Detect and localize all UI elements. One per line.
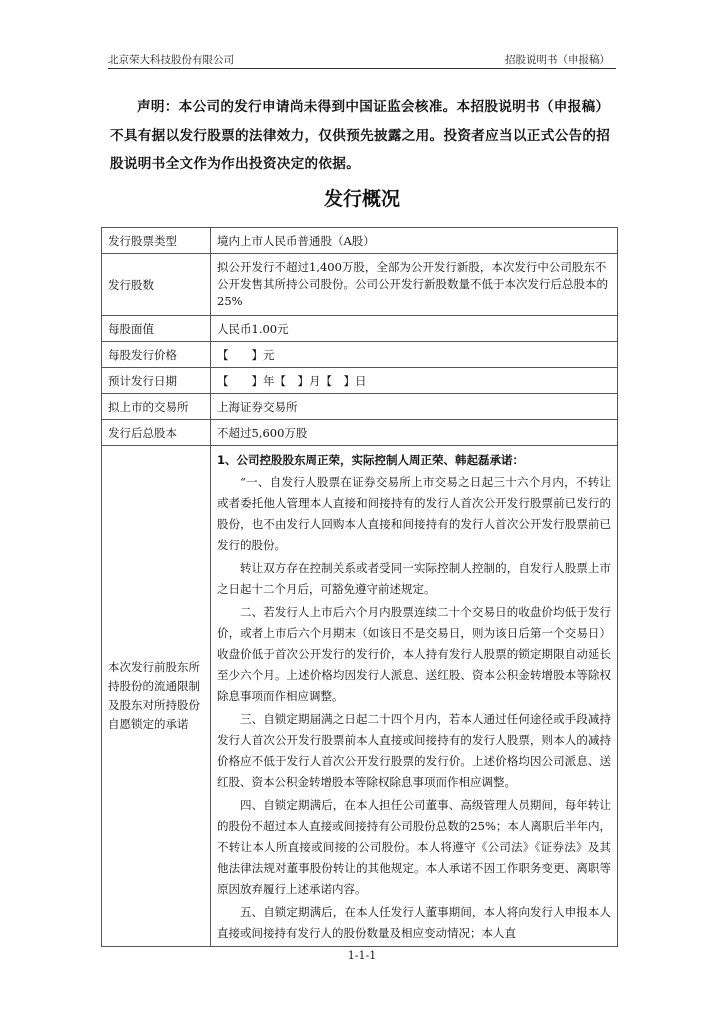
row-value: 境内上市人民币普通股（A股） <box>211 228 618 254</box>
row-value: 上海证券交易所 <box>211 394 618 420</box>
commitment-paragraph: 四、自锁定期满后，在本人担任公司董事、高级管理人员期间，每年转让的股份不超过本人直接或间接持有公司股份总数的25%；本人离职后半年内，不转让本人所直接或间接的公司股份。本人将遵守《公司法》《证券法》及其他法律法规对董事股份转让的其他规定。本人承诺不因工作职务变更、离职等原因放弃履行上述承诺内容。 <box>217 798 611 896</box>
disclaimer-statement: 声明：本公司的发行申请尚未得到中国证监会核准。本招股说明书（申报稿）不具有据以发行股票的法律效力，仅供预先披露之用。投资者应当以正式公告的招股说明书全文作为作出投资决定的依据。 <box>110 99 611 172</box>
row-value: 人民币1.00元 <box>211 316 618 342</box>
row-value: 【 】年【 】月【 】日 <box>211 368 618 394</box>
commitment-paragraph: 转让双方存在控制关系或者受同一实际控制人控制的，自发行人股票上市之日起十二个月后，可豁免遵守前述规定。 <box>217 561 611 596</box>
commitment-paragraph: “一、自发行人股票在证券交易所上市交易之日起三十六个月内，不转让或者委托他人管理本人直接和间接持有的发行人首次公开发行股票前已发行的股份，也不由发行人回购本人直接和间接持有的发行人首次公开发行股票前已发行的股份。 <box>217 475 611 552</box>
commitment-heading: 1、公司控股股东周正荣，实际控制人周正荣、韩起磊承诺： <box>217 453 524 467</box>
commitment-content <box>211 446 618 947</box>
row-label: 发行后总股本 <box>102 420 211 446</box>
commitment-label: 本次发行前股东所持股份的流通限制及股东对所持股份自愿锁定的承诺 <box>102 446 211 947</box>
row-value: 不超过5,600万股 <box>211 420 618 446</box>
row-label: 发行股数 <box>102 254 211 316</box>
table-row <box>102 254 618 316</box>
commitment-paragraph: 二、若发行人上市后六个月内股票连续二十个交易日的收盘价均低于发行价，或者上市后六个月期末（如该日不是交易日，则为该日后第一个交易日）收盘价低于首次公开发行的发行价，本人持有发行人股票的锁定期限自动延长至少六个月。上述价格均因发行人派息、送红股、资本公积金转增股本等除权除息事项而作相应调整。 <box>217 605 611 703</box>
table-row <box>102 420 618 446</box>
running-header <box>108 51 616 68</box>
table-row <box>102 446 618 947</box>
row-label: 发行股票类型 <box>102 228 211 254</box>
header-rule <box>108 68 616 69</box>
commitment-paragraph: 五、自锁定期满后，在本人任发行人董事期间，本人将向发行人申报本人直接或间接持有发行人的股份数量及相应变动情况；本人直 <box>217 905 611 940</box>
header-company: 北京荣大科技股份有限公司 <box>108 54 234 66</box>
page-number: 1-1-1 <box>347 949 377 962</box>
row-label: 拟上市的交易所 <box>102 394 211 420</box>
commitment-paragraph: 三、自锁定期届满之日起二十四个月内，若本人通过任何途径或手段减持发行人首次公开发行股票前本人直接或间接持有的发行人股票，则本人的减持价格应不低于发行人首次公开发行股票的发行价。上述价格均因公司派息、送红股、资本公积金转增股本等除权除息事项而作相应调整。 <box>217 712 611 789</box>
table-row <box>102 394 618 420</box>
row-value: 【 】元 <box>211 342 618 368</box>
header-doc-type: 招股说明书（申报稿） <box>505 54 610 66</box>
row-label: 预计发行日期 <box>102 368 211 394</box>
table-row <box>102 228 618 254</box>
row-value: 拟公开发行不超过1,400万股，全部为公开发行新股，本次发行中公司股东不公开发售其所持公司股份。公司公开发行新股数量不低于本次发行后总股本的25% <box>211 254 618 316</box>
issuance-overview-table <box>101 227 618 947</box>
row-label: 每股发行价格 <box>102 342 211 368</box>
row-label: 每股面值 <box>102 316 211 342</box>
table-row <box>102 316 618 342</box>
table-row <box>102 342 618 368</box>
table-row <box>102 368 618 394</box>
section-title: 发行概况 <box>323 188 400 210</box>
